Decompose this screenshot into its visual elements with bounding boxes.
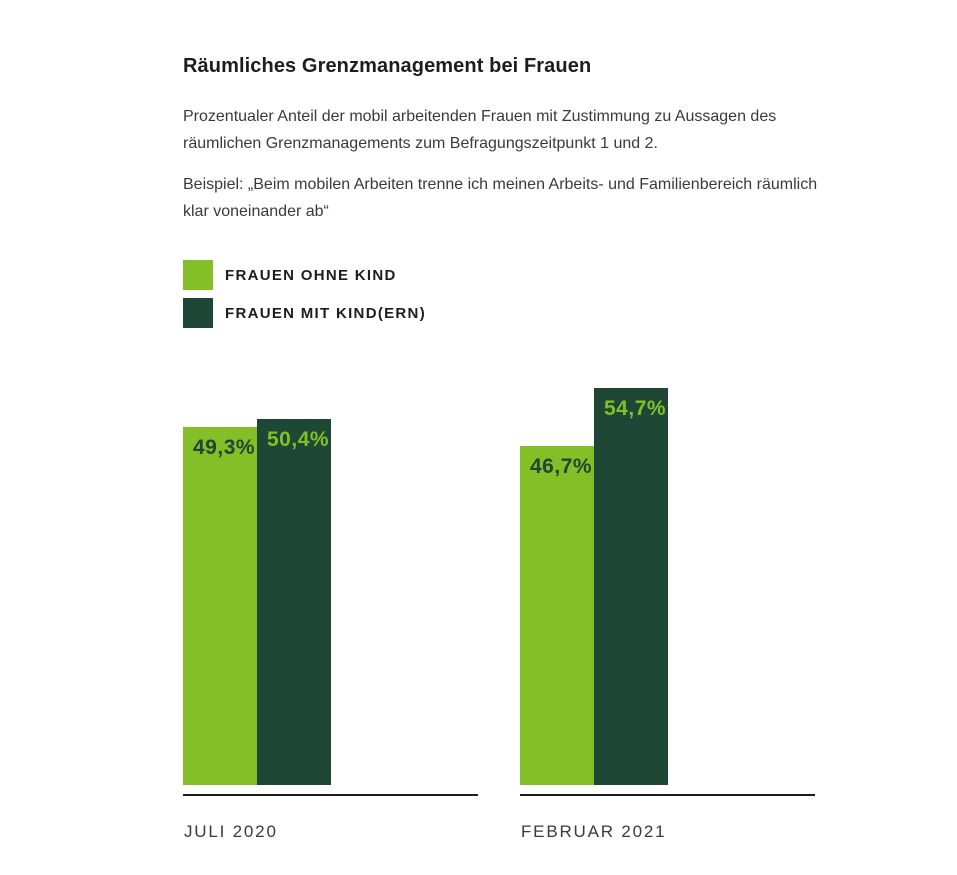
chart-title: Räumliches Grenzmanagement bei Frauen bbox=[183, 55, 592, 77]
bar-value-label-frauen-ohne-kind-1: 49,3% bbox=[193, 436, 256, 459]
category-label-2: FEBRUAR 2021 bbox=[521, 822, 667, 841]
bar-frauen-mit-kind-2 bbox=[594, 388, 668, 785]
chart-subtitle: Prozentualer Anteil der mobil arbeitenden Frauen mit Zustimmung zu Aussagen des räumlichen Grenzmanagements zum Befragungszeitpunkt 1 und 2. bbox=[183, 108, 777, 152]
bar-value-label-frauen-mit-kind-1: 50,4% bbox=[267, 428, 330, 451]
baseline-rule-2 bbox=[520, 794, 815, 796]
bar-value-label-frauen-ohne-kind-2: 46,7% bbox=[530, 455, 593, 478]
bar-frauen-ohne-kind-2 bbox=[520, 446, 594, 785]
category-label-1: JULI 2020 bbox=[184, 822, 278, 841]
bar-value-label-frauen-mit-kind-2: 54,7% bbox=[604, 397, 667, 420]
bar-frauen-mit-kind-1 bbox=[257, 419, 331, 785]
chart-example-quote: Beispiel: „Beim mobilen Arbeiten trenne ich meinen Arbeits- und Familienbereich räumlich klar voneinander ab“ bbox=[183, 176, 818, 220]
legend-label-frauen-ohne-kind: FRAUEN OHNE KIND bbox=[225, 266, 397, 284]
legend-label-frauen-mit-kind: FRAUEN MIT KIND(ERN) bbox=[225, 304, 426, 322]
bar-frauen-ohne-kind-1 bbox=[183, 427, 257, 785]
baseline-rule-1 bbox=[183, 794, 478, 796]
